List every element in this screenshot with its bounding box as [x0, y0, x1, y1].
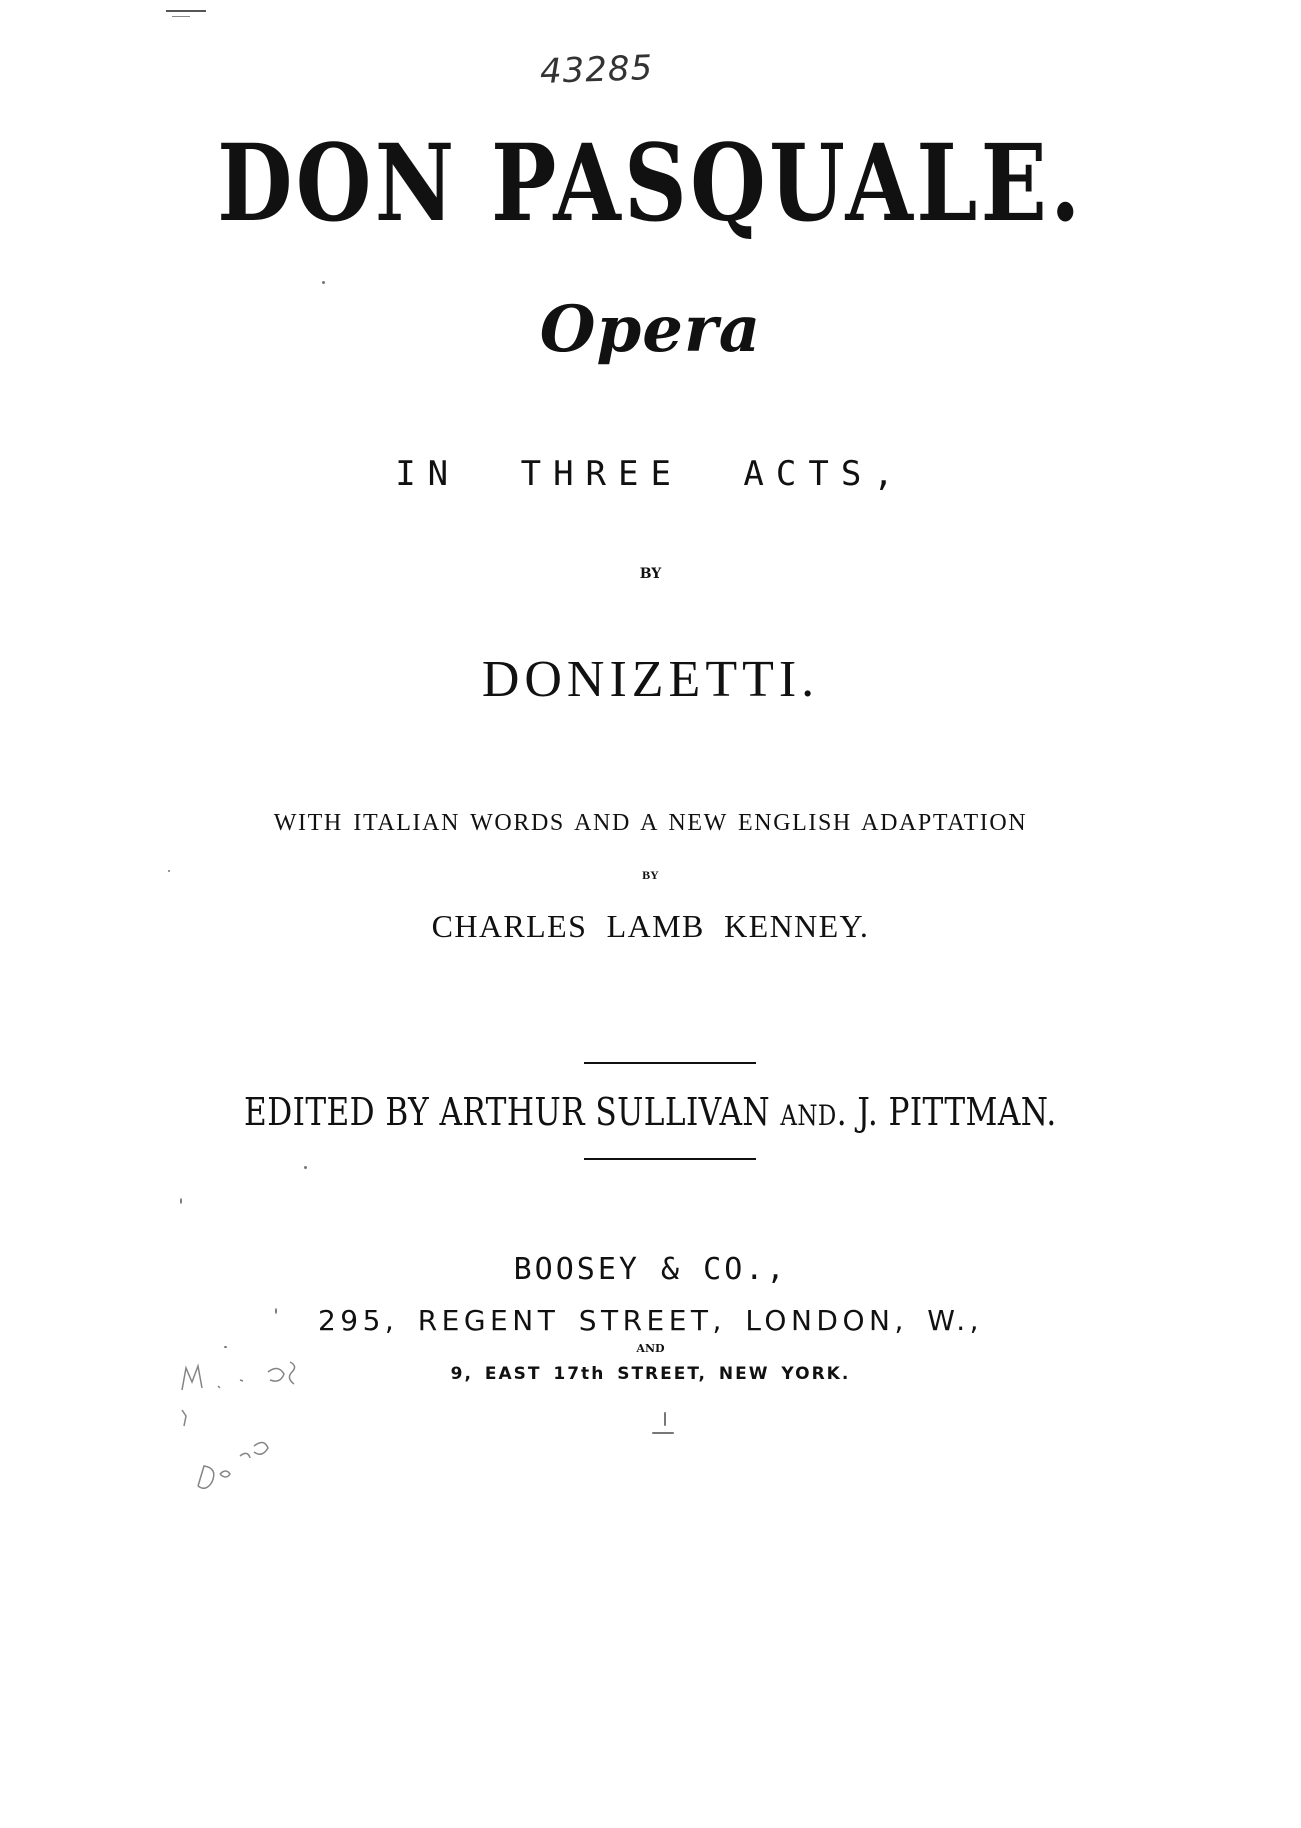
corner-ink-mark-secondary — [172, 16, 190, 17]
bottom-divider — [584, 1158, 756, 1160]
editors-second: J. PITTMAN. — [857, 1090, 1057, 1134]
ink-speck — [168, 870, 170, 872]
ink-mark — [652, 1432, 674, 1434]
ink-speck — [322, 281, 325, 284]
adapter-name: CHARLES LAMB KENNEY. — [431, 908, 870, 944]
top-divider — [584, 1062, 756, 1064]
opera-subtitle: Opera — [539, 292, 762, 367]
london-address: 295, REGENT STREET, LONDON, W., — [317, 1304, 984, 1337]
address-and: AND — [636, 1342, 665, 1355]
ink-speck — [275, 1308, 277, 1314]
corner-ink-mark — [166, 10, 206, 12]
adaptation-line: WITH ITALIAN WORDS AND A NEW ENGLISH ADAPTATION — [273, 810, 1028, 836]
editors-line — [117, 1090, 1184, 1134]
new-york-address: 9, EAST 17th STREET, NEW YORK. — [450, 1364, 851, 1384]
by-composer-label: BY — [639, 566, 662, 582]
ink-mark — [664, 1412, 666, 1426]
opera-title: DON PASQUALE. — [217, 120, 1084, 245]
library-stamp-mark — [178, 1356, 368, 1506]
handwritten-catalog-number: 43285 — [539, 48, 654, 92]
ink-speck — [304, 1166, 307, 1169]
publisher-name: BOOSEY & CO., — [513, 1252, 788, 1287]
ink-speck — [180, 1198, 182, 1204]
ink-speck — [224, 1346, 227, 1348]
editors-prefix: EDITED BY ARTHUR SULLIVAN — [244, 1090, 771, 1134]
by-adapter-label: BY — [642, 868, 659, 882]
acts-line: IN THREE ACTS, — [395, 454, 906, 494]
editors-separator: . — [836, 1090, 848, 1134]
composer-name: DONIZETTI. — [481, 651, 820, 708]
editors-and: AND — [780, 1099, 837, 1132]
